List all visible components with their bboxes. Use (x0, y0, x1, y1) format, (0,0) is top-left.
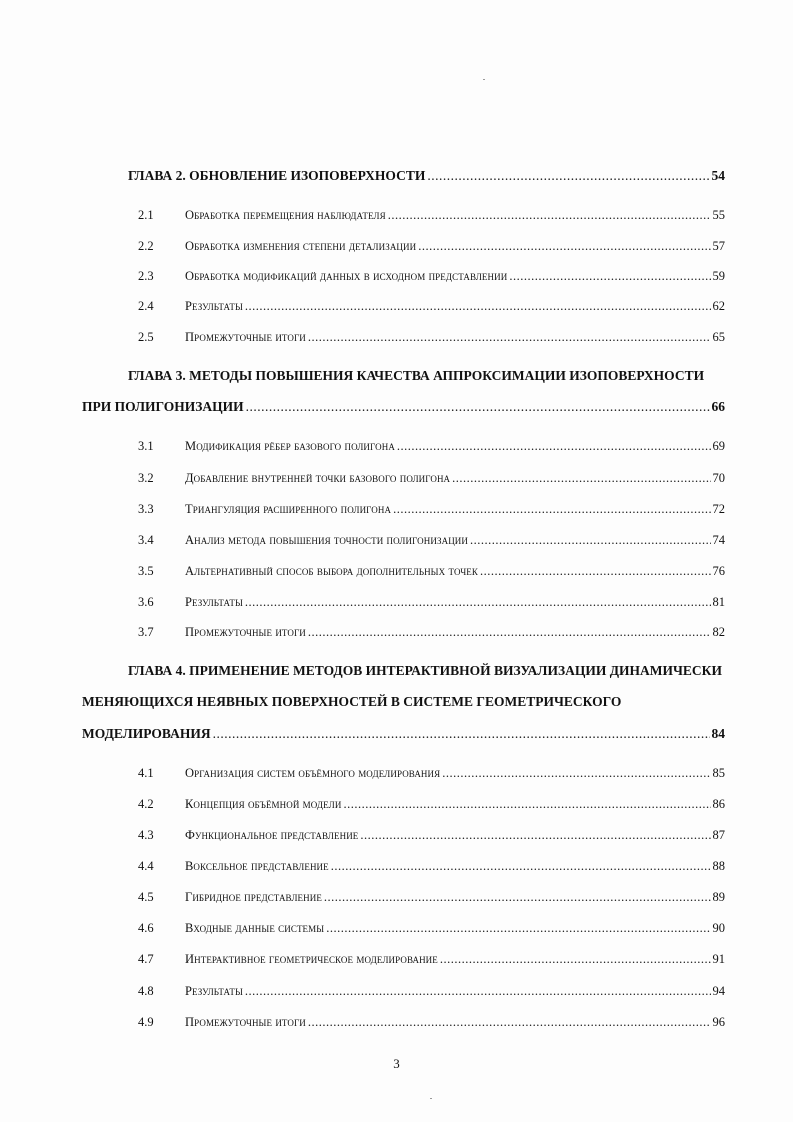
section-page-number: 62 (712, 299, 725, 313)
section-title: Результаты (185, 299, 243, 313)
section-title: Обработка модификаций данных в исходном представлении (185, 269, 508, 283)
dot-leader (388, 207, 711, 223)
section-page-number: 85 (712, 766, 725, 780)
dot-leader (331, 858, 711, 874)
toc-entry (138, 563, 725, 579)
section-number: 3.7 (138, 625, 154, 639)
dot-leader (418, 238, 710, 254)
toc-entry (138, 298, 725, 314)
section-page-number: 69 (712, 439, 725, 453)
section-title: Модификация рёбер базового полигона (185, 439, 395, 453)
section-number: 4.7 (138, 952, 154, 966)
chapter-page-number: 84 (711, 726, 725, 741)
section-page-number: 55 (712, 208, 725, 222)
section-number: 4.8 (138, 984, 154, 998)
chapter-page-number: 54 (711, 168, 725, 183)
dot-leader (245, 594, 711, 610)
section-page-number: 57 (712, 239, 725, 253)
dot-leader (324, 889, 711, 905)
section-number: 4.4 (138, 859, 154, 873)
section-number: 4.2 (138, 797, 154, 811)
section-page-number: 89 (712, 890, 725, 904)
section-page-number: 76 (712, 564, 725, 578)
dot-leader (470, 532, 711, 548)
dot-leader (326, 920, 710, 936)
dot-leader (442, 765, 710, 781)
section-page-number: 74 (712, 533, 725, 547)
section-title: Гибридное представление (185, 890, 322, 904)
chapter-title: ГЛАВА 4. ПРИМЕНЕНИЕ МЕТОДОВ ИНТЕРАКТИВНОЙ ВИЗУАЛИЗАЦИИ ДИНАМИЧЕСКИ (128, 663, 722, 678)
section-title: Альтернативный способ выбора дополнительных точек (185, 564, 478, 578)
toc-entry (138, 796, 725, 812)
dot-leader (427, 168, 709, 184)
section-number: 3.4 (138, 533, 154, 547)
section-number: 3.1 (138, 439, 154, 453)
dot-leader (245, 983, 711, 999)
section-number: 3.5 (138, 564, 154, 578)
section-number: 4.6 (138, 921, 154, 935)
section-page-number: 96 (712, 1015, 725, 1029)
section-number: 3.3 (138, 502, 154, 516)
section-title: Добавление внутренней точки базового полигона (185, 471, 451, 485)
section-title: Промежуточные итоги (185, 1015, 306, 1029)
chapter-title: МЕНЯЮЩИХСЯ НЕЯВНЫХ ПОВЕРХНОСТЕЙ В СИСТЕМЕ ГЕОМЕТРИЧЕСКОГО (82, 694, 622, 709)
dot-leader (245, 298, 711, 314)
section-page-number: 59 (712, 269, 725, 283)
dot-leader (213, 726, 710, 742)
page-number: 3 (393, 1056, 400, 1071)
section-title: Функциональное представление (185, 828, 359, 842)
section-number: 4.5 (138, 890, 154, 904)
section-page-number: 65 (712, 330, 725, 344)
dot-leader (480, 563, 711, 579)
dot-leader (308, 329, 711, 345)
toc-entry (138, 501, 725, 517)
chapter-page-number: 66 (711, 399, 725, 414)
chapter-title: ГЛАВА 2. ОБНОВЛЕНИЕ ИЗОПОВЕРХНОСТИ (128, 168, 426, 183)
toc-entry (138, 207, 725, 223)
section-title: Интерактивное геометрическое моделирование (185, 952, 438, 966)
toc-entry (138, 470, 725, 486)
toc-entry (138, 920, 725, 936)
dot-leader (452, 470, 710, 486)
section-title: Результаты (185, 595, 243, 609)
toc-entry (138, 951, 725, 967)
chapter-title: МОДЕЛИРОВАНИЯ (82, 726, 211, 741)
chapter-title: ПРИ ПОЛИГОНИЗАЦИИ (82, 399, 244, 414)
dot-leader (509, 268, 710, 284)
section-title: Промежуточные итоги (185, 625, 306, 639)
toc-entry (138, 827, 725, 843)
section-title: Анализ метода повышения точности полигонизации (185, 533, 468, 547)
section-page-number: 87 (712, 828, 725, 842)
section-number: 4.9 (138, 1015, 154, 1029)
dot-leader (308, 1014, 711, 1030)
toc-entry (138, 1014, 725, 1030)
section-number: 2.1 (138, 208, 154, 222)
toc-entry (138, 983, 725, 999)
dot-leader (397, 438, 711, 454)
section-page-number: 70 (712, 471, 725, 485)
section-page-number: 88 (712, 859, 725, 873)
toc-entry (138, 438, 725, 454)
section-number: 2.2 (138, 239, 154, 253)
chapter-title: ГЛАВА 3. МЕТОДЫ ПОВЫШЕНИЯ КАЧЕСТВА АППРОКСИМАЦИИ ИЗОПОВЕРХНОСТИ (128, 368, 705, 383)
toc-entry (138, 889, 725, 905)
section-page-number: 81 (712, 595, 725, 609)
section-title: Воксельное представление (185, 859, 329, 873)
scan-speck (430, 1098, 432, 1099)
toc-entry (138, 238, 725, 254)
dot-leader (308, 624, 711, 640)
section-number: 2.4 (138, 299, 154, 313)
section-page-number: 94 (712, 984, 725, 998)
dot-leader (393, 501, 710, 517)
section-title: Обработка перемещения наблюдателя (185, 208, 386, 222)
section-page-number: 91 (712, 952, 725, 966)
toc-entry (138, 594, 725, 610)
toc-entry (138, 268, 725, 284)
section-number: 2.3 (138, 269, 154, 283)
toc-entry (138, 532, 725, 548)
toc-entry (138, 765, 725, 781)
section-number: 3.6 (138, 595, 154, 609)
section-title: Триангуляция расширенного полигона (185, 502, 392, 516)
dot-leader (246, 399, 710, 415)
toc-entry (138, 858, 725, 874)
section-page-number: 82 (712, 625, 725, 639)
section-number: 3.2 (138, 471, 154, 485)
section-number: 4.3 (138, 828, 154, 842)
toc-entry (138, 329, 725, 345)
dot-leader (360, 827, 710, 843)
section-title: Входные данные системы (185, 921, 325, 935)
section-number: 2.5 (138, 330, 154, 344)
section-page-number: 72 (712, 502, 725, 516)
section-page-number: 90 (712, 921, 725, 935)
chapter-heading-line (128, 168, 725, 184)
scan-speck (483, 79, 485, 80)
section-title: Промежуточные итоги (185, 330, 306, 344)
dot-leader (343, 796, 710, 812)
section-title: Обработка изменения степени детализации (185, 239, 417, 253)
chapter-heading-line (82, 399, 725, 415)
section-title: Концепция объёмной модели (185, 797, 342, 811)
chapter-heading-line (82, 726, 725, 742)
section-title: Результаты (185, 984, 243, 998)
section-number: 4.1 (138, 766, 154, 780)
dot-leader (440, 951, 711, 967)
section-page-number: 86 (712, 797, 725, 811)
toc-entry (138, 624, 725, 640)
section-title: Организация систем объёмного моделирования (185, 766, 441, 780)
